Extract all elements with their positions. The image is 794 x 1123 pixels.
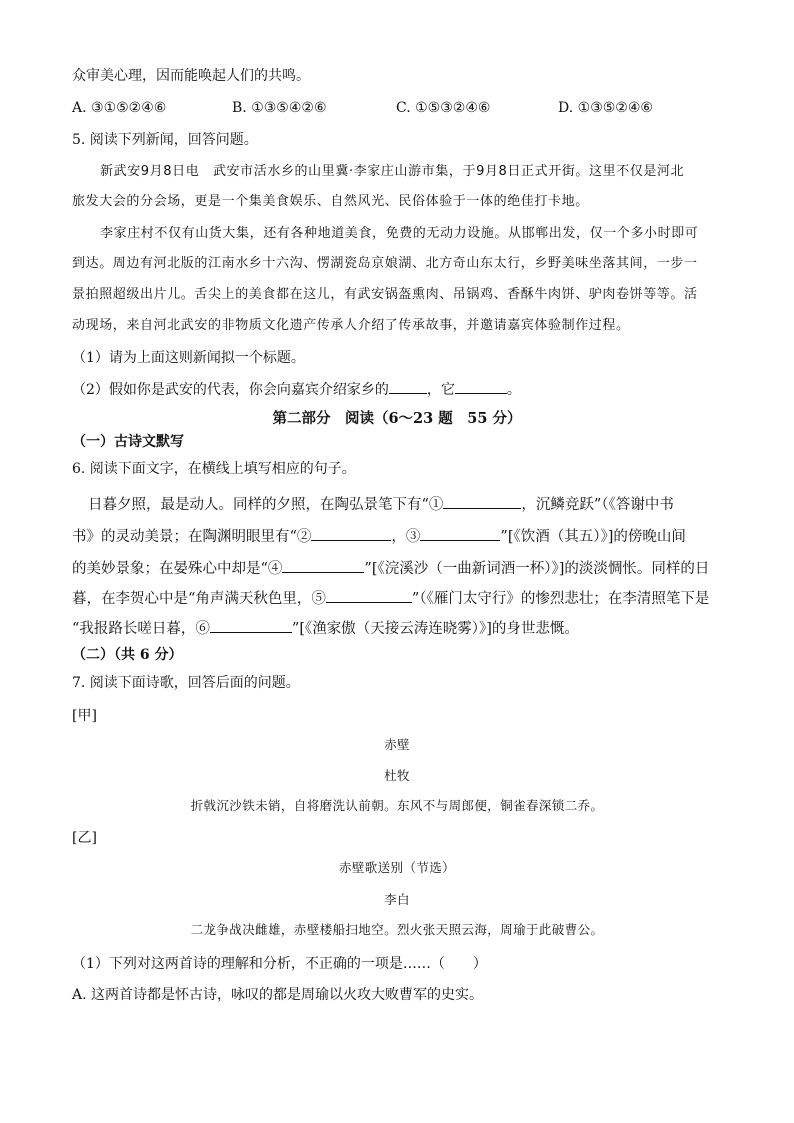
q4-option-b: B. ①③⑤④②⑥: [232, 100, 327, 116]
yi-label: [乙]: [72, 830, 97, 846]
q4-option-a: A. ③①⑤②④⑥: [72, 100, 167, 116]
answer-blank[interactable]: [420, 526, 500, 541]
news-line: 到达。周边有河北版的江南水乡十六沟、愣湖瓷岛京娘湖、北方奇山东太行，乡野美味坐落其间，一步一: [72, 256, 698, 271]
poem1-text: 折戟沉沙铁未销，自将磨洗认前朝。东风不与周郎便，铜雀春深锁二乔。: [190, 798, 604, 813]
news-line: 李家庄村不仅有山货大集，还有各种地道美食，免费的无动力设施。从邯郸出发，仅一个多小时即可: [100, 226, 699, 241]
q6-line: “我报路长嗟日暮，⑥ ”[《渔家傲（天接云涛连晓雾）》]的身世悲慨。: [72, 618, 579, 639]
poem2-title: 赤壁歌送别（节选）: [338, 860, 456, 875]
news-line: 动现场，来自河北武安的非物质文化遗产传承人介绍了传承故事，并邀请嘉宾体验制作过程。: [72, 318, 630, 333]
q4-option-d: D. ①③⑤②④⑥: [558, 100, 653, 116]
news-line: 旅发大会的分会场，更是一个集美食娱乐、自然风光、民俗体验于一体的绝佳打卡地。: [72, 194, 589, 209]
answer-blank[interactable]: [282, 558, 364, 573]
q4-option-c: C. ①⑤③②④⑥: [396, 100, 491, 116]
q6-line: 的美妙景象；在晏殊心中却是“④ ”[《浣溪沙（一曲新词酒一杯）》]的淡淡惆怅。同样的日: [72, 558, 709, 579]
q5-title: 5. 阅读下列新闻，回答问题。: [72, 132, 258, 148]
poem2-text: 二龙争战决雌雄，赤壁楼船扫地空。烈火张天照云海，周瑜于此破曹公。: [190, 922, 604, 937]
poem1-title: 赤壁: [384, 737, 410, 752]
poem2-author: 李白: [384, 892, 410, 907]
q6-title: 6. 阅读下面文字，在横线上填写相应的句子。: [72, 461, 356, 477]
q7-title: 7. 阅读下面诗歌，回答后面的问题。: [72, 675, 300, 691]
q6-line: 日暮夕照，最是动人。同样的夕照，在陶弘景笔下有“① ，沉鳞竞跃”（《答谢中书: [88, 494, 674, 515]
answer-blank[interactable]: [443, 494, 521, 509]
intro-line: 众审美心理，因而能唤起人们的共鸣。: [72, 68, 310, 84]
news-line: 景拍照超级出片儿。舌尖上的美食都在这儿，有武安锅盔熏肉、吊锅鸡、香酥牛肉饼、驴肉卷饼等等。活: [72, 287, 698, 302]
part2-heading: 第二部分 阅读（6～23 题 55 分）: [272, 410, 522, 427]
answer-blank[interactable]: [326, 588, 412, 603]
poem1-author: 杜牧: [384, 768, 410, 783]
answer-blank[interactable]: [311, 526, 391, 541]
q7-option-a: A. 这两首诗都是怀古诗，咏叹的都是周瑜以火攻大败曹军的史实。: [72, 987, 484, 1003]
q6-line: 暮，在李贺心中是“角声满天秋色里，⑤ ”（《雁门太守行》的惨烈悲壮；在李清照笔下是: [72, 588, 709, 609]
section1-heading: （一）古诗文默写: [72, 434, 184, 450]
answer-blank[interactable]: [389, 379, 427, 394]
answer-blank[interactable]: [455, 379, 507, 394]
jia-label: [甲]: [72, 708, 97, 724]
q6-line: 书》的灵动美景；在陶渊明眼里有“② ，③ ”[《饮酒（其五）》]的傍晚山间: [72, 526, 686, 547]
q7-sub1: （1）下列对这两首诗的理解和分析，不正确的一项是……（ ）: [72, 956, 487, 972]
q5-sub1: （1）请为上面这则新闻拟一个标题。: [72, 350, 305, 366]
answer-blank[interactable]: [210, 618, 292, 633]
q5-sub2: （2）假如你是武安的代表，你会向嘉宾介绍家乡的 ，它 。: [72, 379, 521, 400]
news-line: 新武安9月8日电 武安市活水乡的山里冀·李家庄山游市集，于9月8日正式开街。这里不仅是河北: [100, 164, 685, 179]
section2-heading: （二）（共 6 分）: [72, 647, 183, 663]
